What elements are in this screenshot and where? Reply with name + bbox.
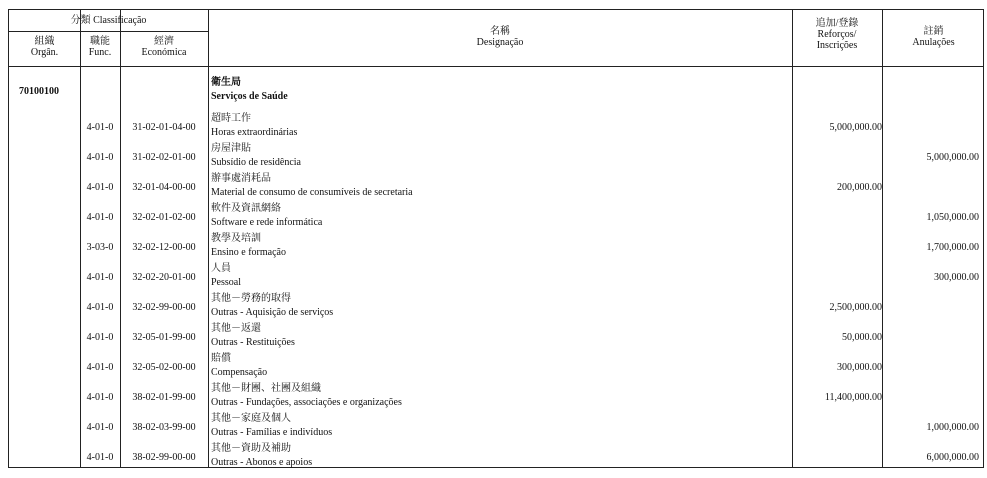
reforco-amount: 200,000.00: [837, 182, 882, 193]
anulacao-amount: 5,000,000.00: [926, 152, 979, 163]
func-code: 3-03-0: [86, 242, 114, 253]
reforco-amount: 2,500,000.00: [829, 302, 882, 313]
func-code: 4-01-0: [86, 122, 114, 133]
classification-header: 分類 Classificação: [70, 15, 147, 26]
designation: 辦事處消耗品 Material de consumo de consumíveis de secretaria: [211, 173, 413, 198]
econ-code: 32-05-01-99-00: [132, 332, 196, 343]
func-code: 4-01-0: [86, 272, 114, 283]
econ-header: 經濟 Económica: [141, 36, 187, 58]
anulacao-amount: 300,000.00: [934, 272, 979, 283]
anulacao-amount: 1,700,000.00: [926, 242, 979, 253]
func-code: 4-01-0: [86, 152, 114, 163]
reforco-amount: 300,000.00: [837, 362, 882, 373]
func-code: 4-01-0: [86, 422, 114, 433]
econ-code: 31-02-01-04-00: [132, 122, 196, 133]
table-row: [9, 382, 983, 412]
table-row: [9, 352, 983, 382]
designation: 其他－資助及補助 Outras - Abonos e apoios: [211, 443, 313, 468]
budget-table: [8, 9, 984, 468]
func-header: 職能 Func.: [88, 36, 112, 58]
designation-header: 名稱 Designação: [476, 26, 524, 48]
econ-code: 31-02-02-01-00: [132, 152, 196, 163]
econ-code: 38-02-01-99-00: [132, 392, 196, 403]
func-code: 4-01-0: [86, 392, 114, 403]
table-row: [9, 322, 983, 352]
designation: 人員 Pessoal: [211, 263, 241, 288]
designation: 軟件及資訊網絡 Software e rede informática: [211, 203, 323, 228]
econ-code: 38-02-99-00-00: [132, 452, 196, 463]
designation: 其他－家庭及個人 Outras - Famílias e indivíduos: [211, 413, 333, 438]
func-code: 4-01-0: [86, 362, 114, 373]
organ-name: 衛生局 Serviços de Saúde: [211, 77, 288, 102]
reforcos-header: 追加/登錄 Reforços/ Inscrições: [815, 18, 859, 51]
designation: 其他－勞務的取得 Outras - Aquisição de serviços: [211, 293, 334, 318]
table-row: [9, 442, 983, 472]
econ-code: 32-01-04-00-00: [132, 182, 196, 193]
designation: 其他－財團、社團及組織 Outras - Fundações, associações e organizações: [211, 383, 402, 408]
reforco-amount: 5,000,000.00: [829, 122, 882, 133]
func-code: 4-01-0: [86, 302, 114, 313]
header-bottom-rule: [9, 66, 983, 67]
econ-code: 32-05-02-00-00: [132, 362, 196, 373]
organ-header: 組織 Orgân.: [30, 36, 59, 58]
designation: 教學及培訓 Ensino e formação: [211, 233, 286, 258]
func-code: 4-01-0: [86, 332, 114, 343]
econ-code: 32-02-01-02-00: [132, 212, 196, 223]
organ-code: 70100100: [19, 86, 59, 97]
anulacoes-header: 註銷 Anulações: [912, 26, 955, 48]
anulacao-amount: 6,000,000.00: [926, 452, 979, 463]
table-row: [9, 142, 983, 172]
header-divider: [9, 31, 208, 32]
func-code: 4-01-0: [86, 182, 114, 193]
table-row: [9, 412, 983, 442]
table-row: [9, 232, 983, 262]
func-code: 4-01-0: [86, 212, 114, 223]
table-row: [9, 292, 983, 322]
func-code: 4-01-0: [86, 452, 114, 463]
econ-code: 32-02-12-00-00: [132, 242, 196, 253]
econ-code: 32-02-20-01-00: [132, 272, 196, 283]
anulacao-amount: 1,000,000.00: [926, 422, 979, 433]
table-row: [9, 172, 983, 202]
designation: 房屋津貼 Subsídio de residência: [211, 143, 301, 168]
designation: 賠償 Compensação: [211, 353, 268, 378]
anulacao-amount: 1,050,000.00: [926, 212, 979, 223]
reforco-amount: 11,400,000.00: [824, 392, 882, 403]
econ-code: 32-02-99-00-00: [132, 302, 196, 313]
reforco-amount: 50,000.00: [842, 332, 882, 343]
table-row: [9, 202, 983, 232]
table-row: [9, 262, 983, 292]
econ-code: 38-02-03-99-00: [132, 422, 196, 433]
designation: 其他－返還 Outras - Restituições: [211, 323, 295, 348]
designation: 超時工作 Horas extraordinárias: [211, 113, 298, 138]
table-row: [9, 112, 983, 142]
